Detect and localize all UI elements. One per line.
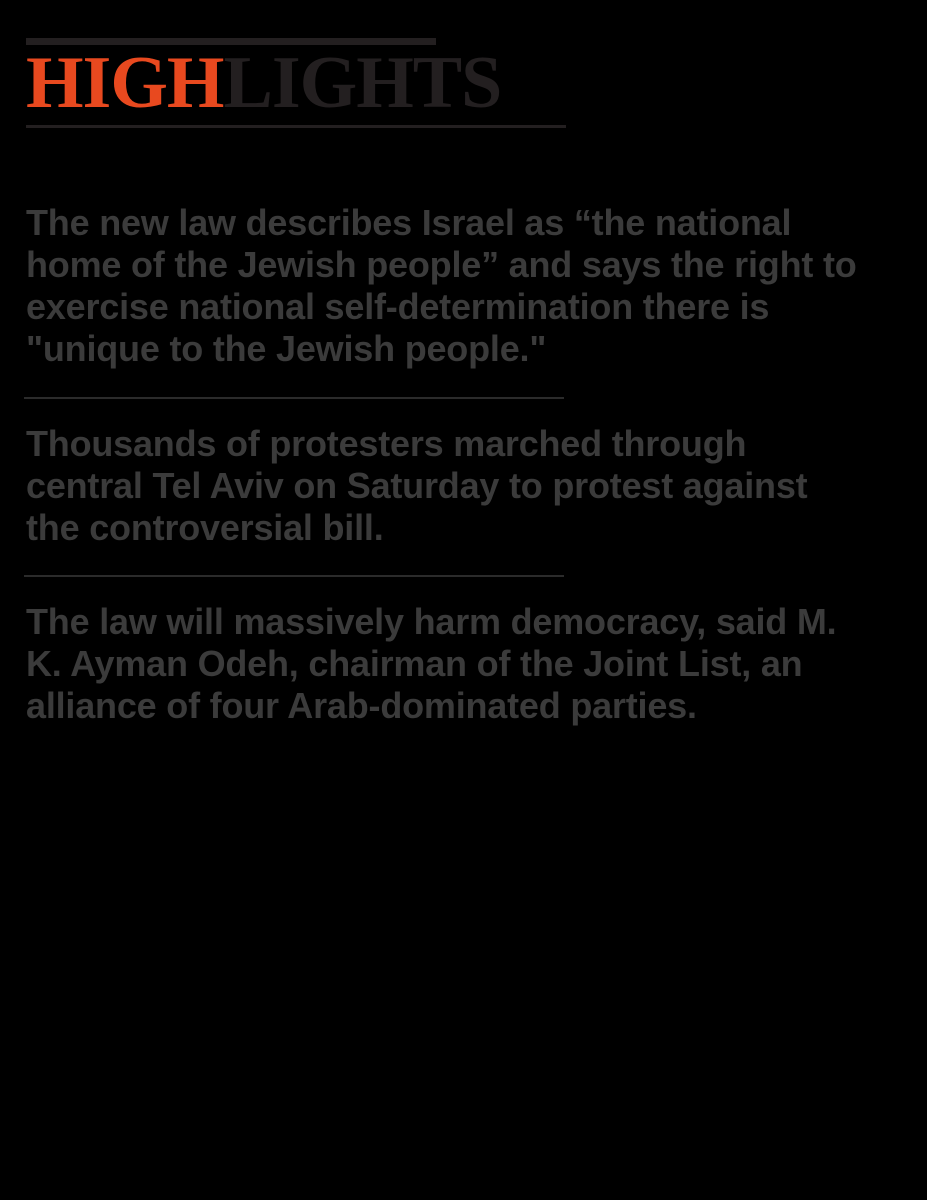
highlight-text: The law will massively harm democracy, said M. K. Ayman Odeh, chairman of the Joint List, an alliance of four Arab-dominated parties. — [26, 600, 837, 727]
page-title-rest: LIGHTS — [223, 42, 502, 124]
highlight-text: Thousands of protesters marched through central Tel Aviv on Saturday to protest against the controversial bill. — [26, 422, 808, 548]
page-title-accent: HIGH — [26, 42, 224, 124]
list-item-divider — [24, 397, 564, 399]
list-item — [26, 202, 903, 370]
masthead-bottom-rule — [26, 125, 566, 128]
masthead — [24, 0, 903, 128]
highlights-list — [24, 202, 903, 727]
highlight-text: The new law describes Israel as “the national home of the Jewish people” and says the right to exercise national self-determination there is "unique to the Jewish people." — [26, 202, 857, 370]
page-title — [26, 42, 903, 124]
list-item-divider — [24, 575, 564, 577]
list-item — [26, 601, 903, 727]
list-item — [26, 423, 903, 549]
